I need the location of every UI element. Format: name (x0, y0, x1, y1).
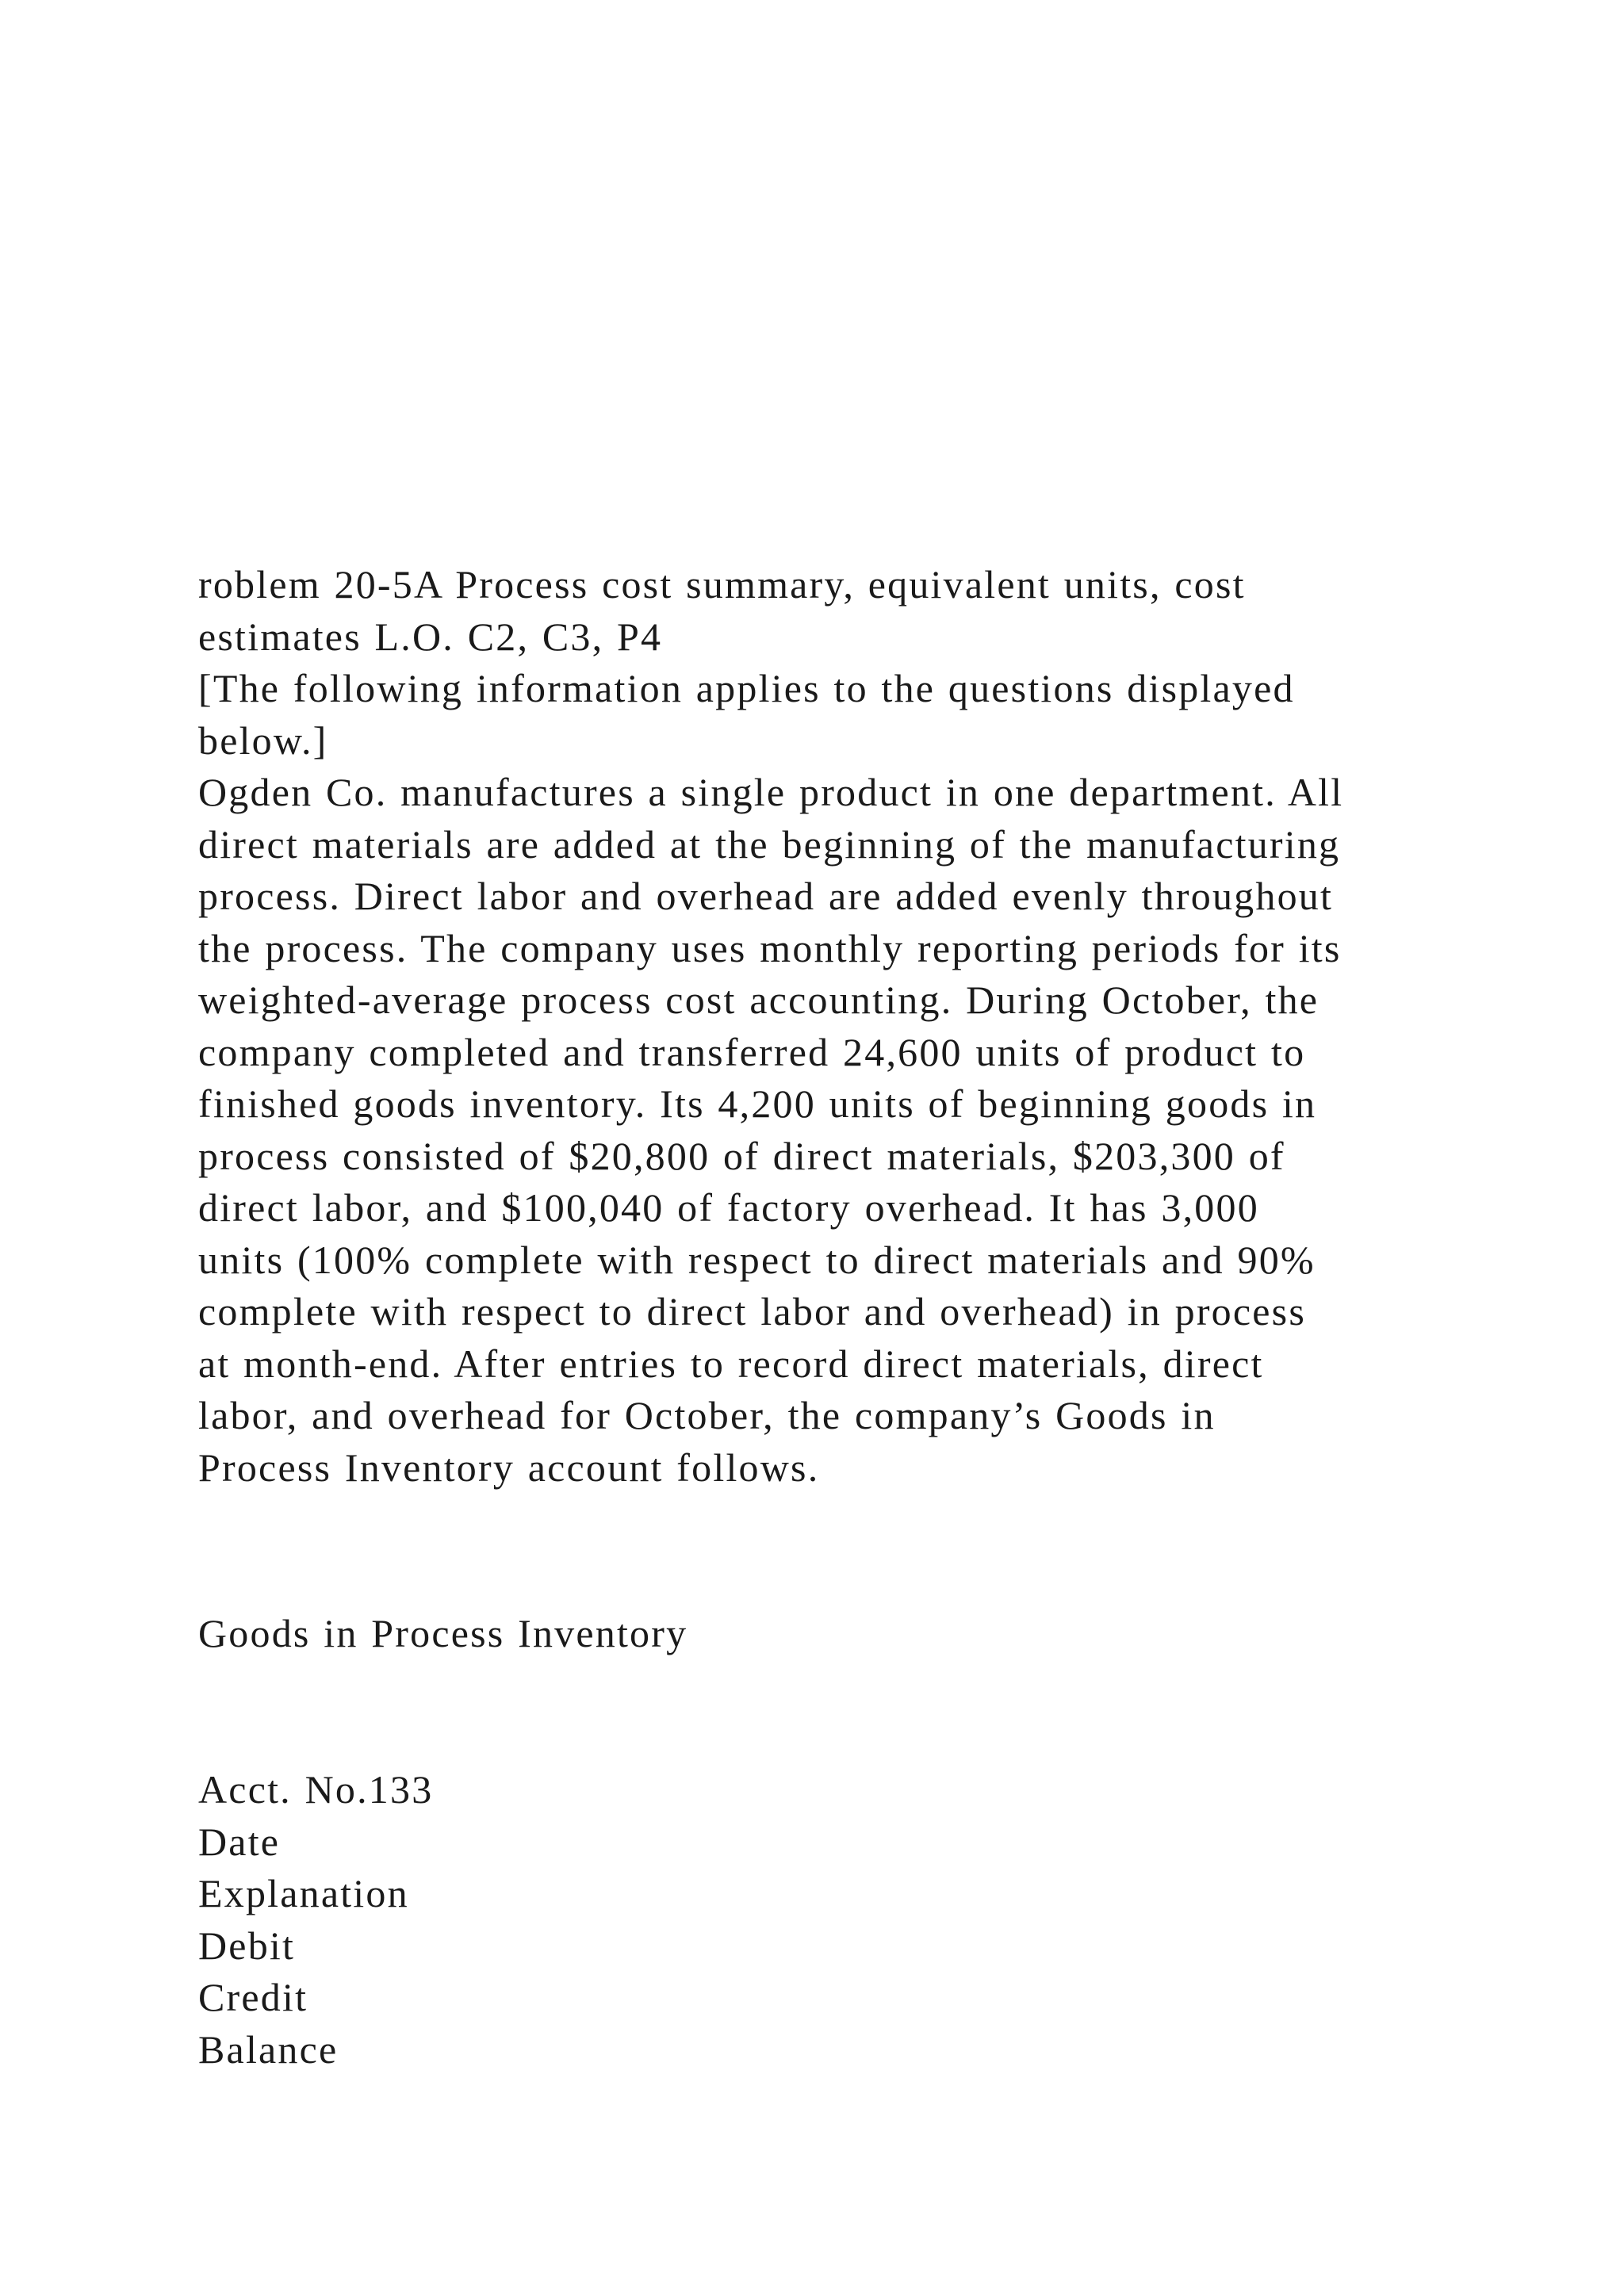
column-header-date: Date (198, 1819, 281, 1864)
body-line-1: Ogden Co. manufactures a single product in one department. All (198, 770, 1344, 814)
body-line-6: company completed and transferred 24,600 units of product to (198, 1029, 1306, 1074)
problem-heading-line-2: estimates L.O. C2, C3, P4 (198, 614, 663, 659)
ledger-header (198, 1764, 1467, 2076)
account-title: Goods in Process Inventory (198, 1611, 688, 1655)
body-line-5: weighted-average process cost accounting. During October, the (198, 978, 1320, 1022)
body-line-10: units (100% complete with respect to direct materials and 90% (198, 1237, 1316, 1282)
body-line-12: at month-end. After entries to record direct materials, direct (198, 1341, 1264, 1386)
body-line-13: labor, and overhead for October, the company’s Goods in (198, 1393, 1216, 1437)
column-header-debit: Debit (198, 1923, 296, 1968)
account-title-section (198, 1608, 1467, 1660)
body-line-8: process consisted of $20,800 of direct materials, $203,300 of (198, 1133, 1285, 1178)
body-line-2: direct materials are added at the beginning of the manufacturing (198, 821, 1341, 867)
body-line-3: process. Direct labor and overhead are added evenly throughout (198, 874, 1334, 918)
body-line-9: direct labor, and $100,040 of factory overhead. It has 3,000 (198, 1185, 1259, 1230)
instruction-line-1: [The following information applies to the questions displayed (198, 666, 1295, 710)
column-header-explanation: Explanation (198, 1871, 409, 1915)
account-number: Acct. No.133 (198, 1767, 434, 1812)
problem-heading-line-1: roblem 20-5A Process cost summary, equivalent units, cost (198, 562, 1246, 607)
column-header-credit: Credit (198, 1975, 308, 2019)
body-line-14: Process Inventory account follows. (198, 1445, 820, 1490)
column-header-balance: Balance (198, 2026, 339, 2072)
body-line-7: finished goods inventory. Its 4,200 units of beginning goods in (198, 1081, 1317, 1126)
problem-text (198, 559, 1467, 1494)
instruction-line-2: below.] (198, 718, 328, 763)
body-line-11: complete with respect to direct labor and overhead) in process (198, 1289, 1306, 1334)
body-line-4: the process. The company uses monthly reporting periods for its (198, 925, 1342, 970)
